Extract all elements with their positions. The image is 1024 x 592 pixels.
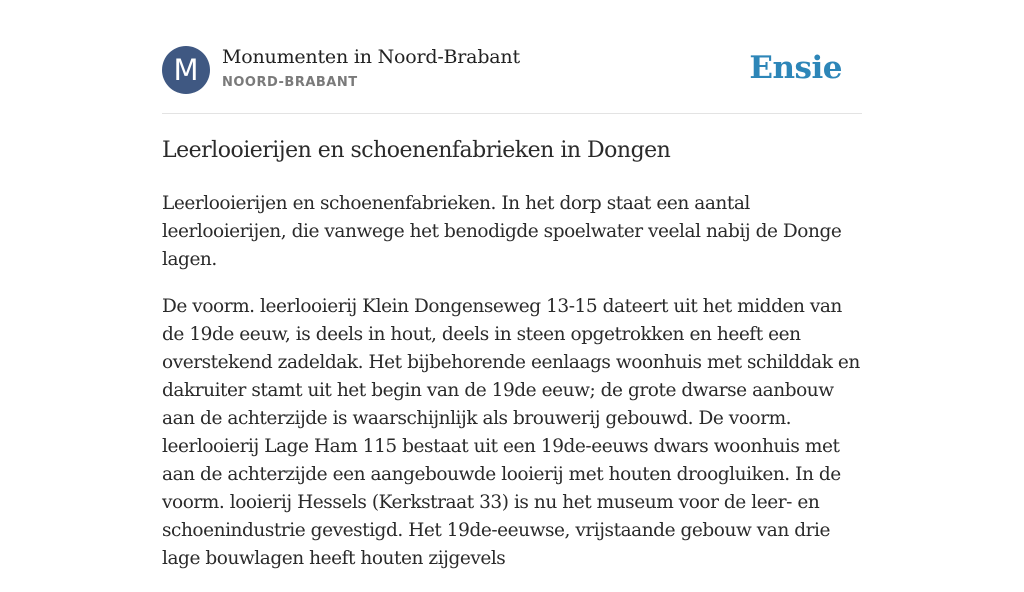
article-paragraph-1: Leerlooierijen en schoenenfabrieken. In het dorp staat een aantal leerlooierijen, die vanwege het benodigde spoelwater veelal nabij de Donge lagen.: [162, 193, 842, 270]
header: [162, 46, 862, 96]
site-name-link[interactable]: Monumenten in Noord-Brabant: [222, 46, 520, 68]
avatar[interactable]: M: [162, 46, 210, 94]
article-paragraph-2: De voorm. leerlooierij Klein Dongenseweg 13-15 dateert uit het midden van de 19de eeuw, is deels in hout, deels in steen opgetrokken en heeft een overstekend zadeldak. Het bijbehorende eenlaags woonhuis met schilddak en dakruiter stamt uit het begin van de 19de eeuw; de grote dwarse aanbouw aan de achterzijde is waarschijnlijk als brouwerij gebouwd. De voorm. leerlooierij Lage Ham 115 bestaat uit een 19de-eeuws dwars woonhuis met aan de achterzijde een aangebouwde looierij met houten droogluiken. In de voorm. looierij Hessels (Kerkstraat 33) is nu het museum voor de leer- en schoenindustrie gevestigd. Het 19de-eeuwse, vrijstaande gebouw van drie lage bouwlagen heeft houten zijgevels: [162, 296, 860, 569]
brand-logo[interactable]: Ensie: [749, 50, 842, 86]
header-divider: [162, 113, 862, 114]
article-body: [162, 190, 868, 592]
site-subtitle-link[interactable]: NOORD-BRABANT: [222, 75, 358, 90]
article-title: Leerlooierijen en schoenenfabrieken in Dongen: [162, 138, 671, 163]
